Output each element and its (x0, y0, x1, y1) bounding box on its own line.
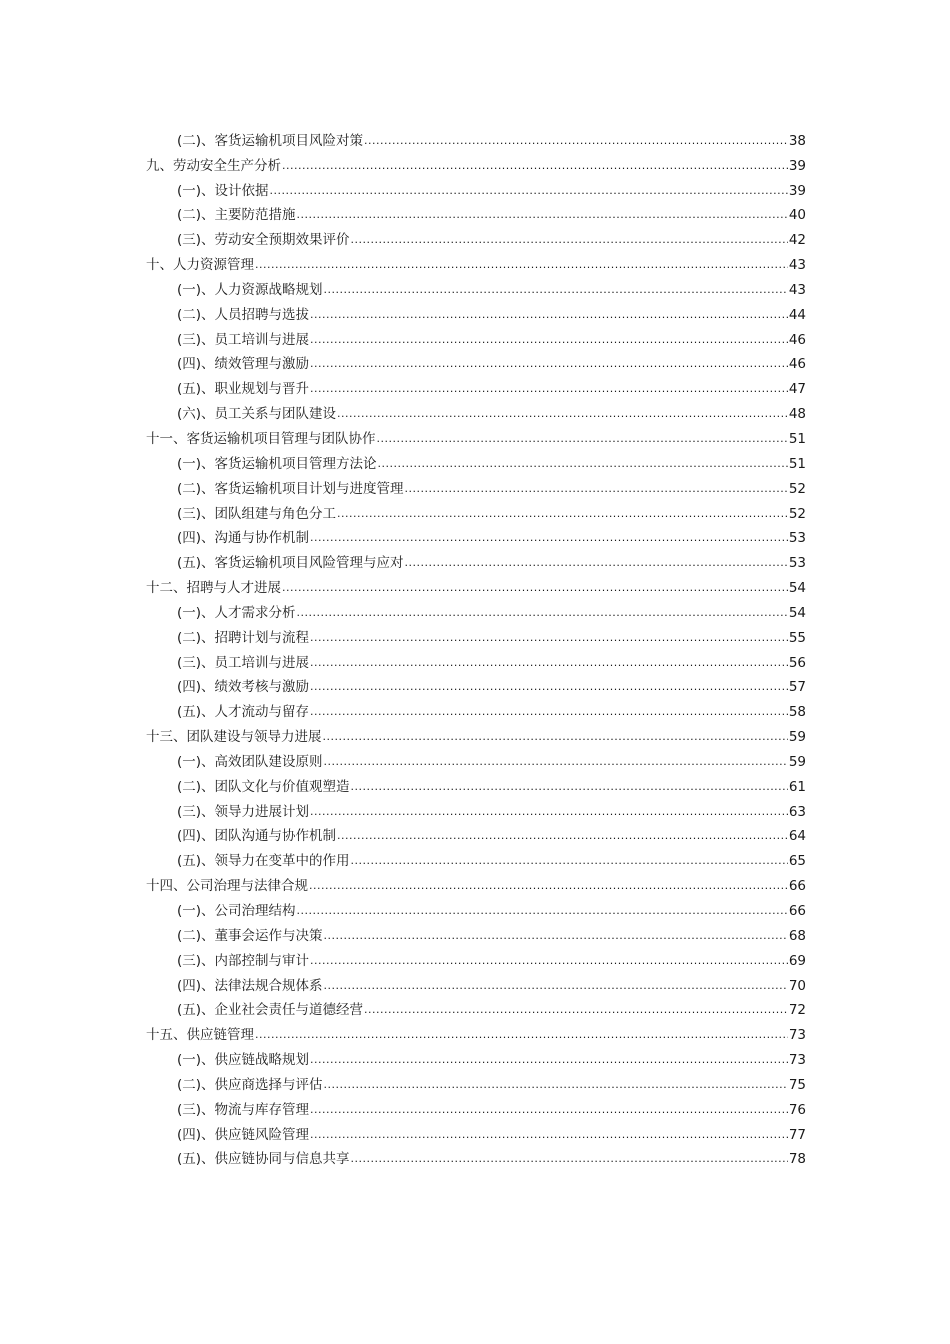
toc-dot-leader (310, 1053, 788, 1069)
toc-dot-leader (282, 581, 788, 597)
toc-page-number: 52 (788, 505, 806, 522)
toc-dot-leader (337, 407, 788, 423)
toc-section-entry[interactable] (146, 547, 806, 572)
toc-chapter-entry[interactable] (146, 721, 806, 746)
toc-entry-title: (一)、供应链战略规划 (177, 1052, 310, 1069)
toc-entry-title: (一)、设计依据 (177, 182, 269, 199)
toc-entry-title: (六)、员工关系与团队建设 (177, 406, 337, 423)
toc-dot-leader (364, 134, 788, 150)
toc-section-entry[interactable] (146, 845, 806, 870)
toc-entry-title: (三)、劳动安全预期效果评价 (177, 232, 350, 249)
toc-entry-title: (四)、绩效管理与激励 (177, 356, 310, 373)
toc-dot-leader (405, 556, 788, 572)
toc-dot-leader (324, 929, 788, 945)
toc-section-entry[interactable] (146, 274, 806, 299)
toc-dot-leader (310, 805, 788, 821)
toc-page-number: 40 (788, 207, 806, 224)
toc-dot-leader (351, 1152, 788, 1168)
toc-dot-leader (378, 457, 788, 473)
toc-page-number: 51 (788, 455, 806, 472)
toc-dot-leader (337, 829, 788, 845)
toc-chapter-entry[interactable] (146, 150, 806, 175)
toc-entry-title: (一)、人力资源战略规划 (177, 281, 323, 298)
toc-section-entry[interactable] (146, 299, 806, 324)
toc-page-number: 46 (788, 331, 806, 348)
toc-page-number: 73 (788, 1052, 806, 1069)
toc-page-number: 65 (788, 853, 806, 870)
toc-section-entry[interactable] (146, 1119, 806, 1144)
toc-chapter-entry[interactable] (146, 870, 806, 895)
toc-page-number: 43 (788, 281, 806, 298)
toc-page-number: 69 (788, 952, 806, 969)
toc-entry-title: (一)、公司治理结构 (177, 903, 296, 919)
toc-entry-title: (二)、董事会运作与决策 (177, 927, 323, 944)
toc-page-number: 58 (788, 704, 806, 721)
toc-entry-title: (四)、供应链风险管理 (177, 1126, 310, 1143)
toc-dot-leader (405, 482, 788, 498)
toc-dot-leader (324, 979, 788, 995)
toc-entry-title: (一)、高效团队建设原则 (177, 753, 323, 770)
toc-entry-title: (二)、客货运输机项目计划与进度管理 (177, 480, 404, 497)
toc-dot-leader (297, 904, 788, 920)
toc-section-entry[interactable] (146, 771, 806, 796)
toc-dot-leader (323, 730, 788, 746)
toc-section-entry[interactable] (146, 175, 806, 200)
toc-entry-title: 十三、团队建设与领导力进展 (146, 729, 322, 746)
toc-page-number: 51 (788, 430, 806, 447)
toc-section-entry[interactable] (146, 895, 806, 920)
toc-entry-title: (一)、客货运输机项目管理方法论 (177, 455, 377, 472)
toc-entry-title: (三)、内部控制与审计 (177, 952, 310, 969)
toc-entry-title: (二)、团队文化与价值观塑造 (177, 778, 350, 795)
toc-entry-title: 十四、公司治理与法律合规 (146, 878, 308, 895)
toc-dot-leader (310, 531, 788, 547)
toc-dot-leader (297, 606, 788, 622)
toc-chapter-entry[interactable] (146, 249, 806, 274)
toc-page-number: 56 (788, 654, 806, 671)
toc-entry-title: (二)、人员招聘与选拔 (177, 306, 310, 323)
toc-section-entry[interactable] (146, 498, 806, 523)
toc-section-entry[interactable] (146, 523, 806, 548)
toc-page-number: 66 (788, 903, 806, 919)
toc-page-number: 44 (788, 306, 806, 323)
toc-entry-title: (五)、企业社会责任与道德经营 (177, 1002, 364, 1019)
toc-entry-title: (三)、物流与库存管理 (177, 1101, 310, 1118)
toc-dot-leader (351, 233, 788, 249)
toc-entry-title: (二)、供应商选择与评估 (177, 1076, 323, 1093)
toc-dot-leader (255, 258, 788, 274)
toc-page-number: 57 (788, 679, 806, 696)
toc-section-entry[interactable] (146, 398, 806, 423)
toc-entry-title: 十二、招聘与人才进展 (146, 580, 281, 597)
toc-dot-leader (310, 705, 788, 721)
toc-entry-title: (四)、法律法规合规体系 (177, 977, 323, 994)
toc-section-entry[interactable] (146, 672, 806, 697)
toc-entry-title: (四)、团队沟通与协作机制 (177, 828, 337, 845)
toc-entry-title: (三)、员工培训与进展 (177, 654, 310, 671)
toc-section-entry[interactable] (146, 125, 806, 150)
toc-section-entry[interactable] (146, 373, 806, 398)
toc-page-number: 75 (788, 1076, 806, 1093)
toc-section-entry[interactable] (146, 647, 806, 672)
toc-dot-leader (364, 1003, 788, 1019)
toc-section-entry[interactable] (146, 970, 806, 995)
toc-entry-title: (五)、职业规划与晋升 (177, 381, 310, 398)
toc-entry-title: 十一、客货运输机项目管理与团队协作 (146, 430, 376, 447)
toc-dot-leader (324, 1078, 788, 1094)
toc-page-number: 73 (788, 1027, 806, 1044)
toc-page-number: 54 (788, 580, 806, 597)
toc-chapter-entry[interactable] (146, 423, 806, 448)
toc-page-number: 48 (788, 406, 806, 423)
toc-page-number: 70 (788, 977, 806, 994)
table-of-contents (146, 125, 806, 1168)
toc-section-entry[interactable] (146, 1094, 806, 1119)
toc-entry-title: (二)、主要防范措施 (177, 207, 296, 224)
toc-section-entry[interactable] (146, 597, 806, 622)
toc-entry-title: (五)、客货运输机项目风险管理与应对 (177, 555, 404, 572)
toc-entry-title: 十、人力资源管理 (146, 257, 254, 274)
toc-entry-title: 十五、供应链管理 (146, 1027, 254, 1044)
toc-page-number: 38 (788, 132, 806, 149)
toc-section-entry[interactable] (146, 696, 806, 721)
toc-page-number: 55 (788, 629, 806, 646)
toc-dot-leader (310, 1103, 788, 1119)
toc-section-entry[interactable] (146, 1144, 806, 1169)
toc-dot-leader (351, 780, 788, 796)
toc-dot-leader (310, 308, 788, 324)
toc-section-entry[interactable] (146, 448, 806, 473)
toc-entry-title: (三)、团队组建与角色分工 (177, 505, 337, 522)
toc-section-entry[interactable] (146, 1069, 806, 1094)
toc-dot-leader (310, 631, 788, 647)
toc-section-entry[interactable] (146, 995, 806, 1020)
toc-page-number: 63 (788, 803, 806, 820)
toc-section-entry[interactable] (146, 945, 806, 970)
toc-dot-leader (255, 1028, 788, 1044)
toc-page-number: 66 (788, 878, 806, 895)
toc-entry-title: (五)、人才流动与留存 (177, 704, 310, 721)
toc-page-number: 68 (788, 927, 806, 944)
toc-dot-leader (377, 432, 788, 448)
toc-dot-leader (270, 184, 788, 200)
toc-page-number: 42 (788, 232, 806, 249)
toc-entry-title: (四)、沟通与协作机制 (177, 530, 310, 547)
toc-dot-leader (309, 879, 788, 895)
toc-chapter-entry[interactable] (146, 1019, 806, 1044)
toc-dot-leader (310, 1128, 788, 1144)
toc-section-entry[interactable] (146, 746, 806, 771)
toc-section-entry[interactable] (146, 349, 806, 374)
toc-page-number: 53 (788, 530, 806, 547)
toc-page-number: 59 (788, 753, 806, 770)
toc-entry-title: (三)、员工培训与进展 (177, 331, 310, 348)
toc-dot-leader (324, 283, 788, 299)
toc-dot-leader (351, 854, 788, 870)
toc-dot-leader (310, 333, 788, 349)
toc-entry-title: 九、劳动安全生产分析 (146, 157, 281, 174)
toc-dot-leader (310, 656, 788, 672)
toc-page-number: 53 (788, 555, 806, 572)
toc-page-number: 64 (788, 828, 806, 845)
toc-section-entry[interactable] (146, 224, 806, 249)
toc-section-entry[interactable] (146, 324, 806, 349)
toc-page-number: 46 (788, 356, 806, 373)
toc-dot-leader (310, 357, 788, 373)
toc-page-number: 77 (788, 1126, 806, 1143)
toc-section-entry[interactable] (146, 821, 806, 846)
toc-dot-leader (337, 507, 788, 523)
toc-section-entry[interactable] (146, 796, 806, 821)
toc-dot-leader (324, 755, 788, 771)
toc-page-number: 52 (788, 480, 806, 497)
toc-section-entry[interactable] (146, 1044, 806, 1069)
toc-page-number: 47 (788, 381, 806, 398)
toc-dot-leader (282, 159, 788, 175)
toc-dot-leader (297, 208, 788, 224)
toc-page-number: 61 (788, 778, 806, 795)
toc-dot-leader (310, 382, 788, 398)
toc-page-number: 59 (788, 729, 806, 746)
toc-section-entry[interactable] (146, 920, 806, 945)
toc-section-entry[interactable] (146, 473, 806, 498)
toc-entry-title: (二)、客货运输机项目风险对策 (177, 132, 364, 149)
toc-page-number: 39 (788, 182, 806, 199)
toc-page-number: 43 (788, 257, 806, 274)
toc-entry-title: (四)、绩效考核与激励 (177, 679, 310, 696)
toc-page-number: 72 (788, 1002, 806, 1019)
toc-page-number: 78 (788, 1151, 806, 1168)
toc-entry-title: (三)、领导力进展计划 (177, 803, 310, 820)
toc-page-number: 76 (788, 1101, 806, 1118)
toc-dot-leader (310, 680, 788, 696)
toc-entry-title: (五)、供应链协同与信息共享 (177, 1151, 350, 1168)
toc-entry-title: (一)、人才需求分析 (177, 604, 296, 621)
toc-dot-leader (310, 954, 788, 970)
toc-chapter-entry[interactable] (146, 572, 806, 597)
toc-section-entry[interactable] (146, 200, 806, 225)
toc-entry-title: (二)、招聘计划与流程 (177, 629, 310, 646)
toc-section-entry[interactable] (146, 622, 806, 647)
toc-page-number: 39 (788, 157, 806, 174)
toc-page-number: 54 (788, 604, 806, 621)
toc-entry-title: (五)、领导力在变革中的作用 (177, 853, 350, 870)
